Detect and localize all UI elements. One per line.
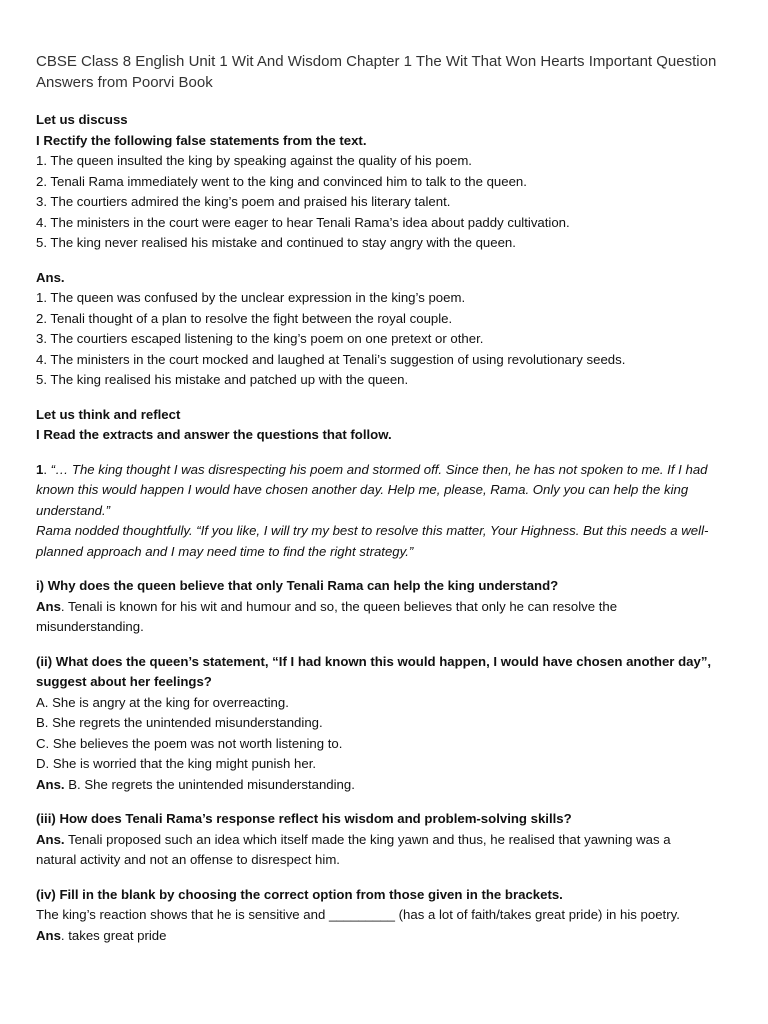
reflect-instruction: I Read the extracts and answer the questions that follow. (36, 427, 392, 442)
answer-text: B. She regrets the unintended misunderstanding. (64, 776, 355, 792)
extract-text: Rama nodded thoughtfully. “If you like, I will try my best to resolve this matter, Your Highness. But this needs a well- (36, 523, 709, 538)
page-title: CBSE Class 8 English Unit 1 Wit And Wisdom Chapter 1 The Wit That Won Hearts Important Question Answers from Poorvi Book (36, 53, 717, 91)
question-text: (ii) What does the queen’s statement, “If I had known this would happen, I would have chosen another day”, (36, 653, 712, 669)
statement-item: 4. The ministers in the court were eager to hear Tenali Rama’s idea about paddy cultivation. (36, 214, 570, 230)
answer-label: Ans (36, 927, 61, 943)
extract-passage (36, 460, 732, 563)
extract-text: planned approach and I may need time to find the right strategy.” (36, 543, 414, 559)
statement-item: 1. The queen insulted the king by speaking against the quality of his poem. (36, 153, 472, 168)
statement-item: 3. The courtiers admired the king’s poem and praised his literary talent. (36, 194, 451, 209)
extract-text: known this would happen I would have chosen another day. Help me, please, Rama. Only you can help the king (36, 482, 689, 497)
question-text: i) Why does the queen believe that only Tenali Rama can help the king understand? (36, 578, 559, 593)
option-item: B. She regrets the unintended misunderstanding. (36, 715, 323, 730)
discuss-answers (36, 268, 732, 391)
answer-item: 3. The courtiers escaped listening to the king’s poem on one pretext or other. (36, 331, 484, 346)
answer-text: natural activity and not an offense to disrespect him. (36, 852, 340, 867)
answer-text: Tenali proposed such an idea which itself made the king yawn and thus, he realised that yawning was a (64, 831, 671, 847)
extract-text: “… The king thought I was disrespecting his poem and stormed off. Since then, he has not spoken to me. If I had (50, 461, 708, 477)
statement-item: 2. Tenali Rama immediately went to the king and convinced him to talk to the queen. (36, 173, 527, 189)
extract-number: 1 (36, 461, 44, 477)
question-text: (iii) How does Tenali Rama’s response reflect his wisdom and problem-solving skills? (36, 811, 572, 826)
answer-item: 4. The ministers in the court mocked and laughed at Tenali’s suggestion of using revolutionary seeds. (36, 351, 626, 367)
question-text: (iv) Fill in the blank by choosing the correct option from those given in the brackets. (36, 886, 563, 902)
extract-text: understand.” (36, 502, 111, 518)
question-4 (36, 885, 732, 947)
answer-label: Ans. (36, 776, 65, 792)
question-1 (36, 576, 732, 638)
reflect-heading: Let us think and reflect (36, 406, 181, 422)
option-item: A. She is angry at the king for overreacting. (36, 694, 289, 710)
extract-separator: . (43, 461, 51, 477)
question-body: The king’s reaction shows that he is sensitive and _________ (has a lot of faith/takes great pride) in his poetry. (36, 907, 680, 922)
discuss-section (36, 110, 732, 254)
answer-item: 1. The queen was confused by the unclear expression in the king’s poem. (36, 290, 466, 305)
discuss-heading: Let us discuss (36, 112, 128, 127)
answer-text: . Tenali is known for his wit and humour and so, the queen believes that only he can resolve the (60, 598, 618, 614)
option-item: C. She believes the poem was not worth listening to. (36, 735, 343, 751)
answer-text: misunderstanding. (36, 619, 144, 634)
question-3 (36, 809, 732, 871)
reflect-section (36, 405, 732, 446)
question-2 (36, 652, 732, 796)
discuss-instruction: I Rectify the following false statements from the text. (36, 132, 367, 148)
answer-label: Ans (36, 598, 61, 614)
statement-item: 5. The king never realised his mistake and continued to stay angry with the queen. (36, 235, 516, 250)
answers-label: Ans. (36, 269, 65, 285)
question-text: suggest about her feelings? (36, 674, 212, 689)
answer-item: 5. The king realised his mistake and patched up with the queen. (36, 372, 409, 387)
answer-text: . takes great pride (60, 927, 167, 943)
answer-item: 2. Tenali thought of a plan to resolve the fight between the royal couple. (36, 310, 453, 326)
option-item: D. She is worried that the king might punish her. (36, 756, 317, 771)
answer-label: Ans. (36, 831, 65, 847)
